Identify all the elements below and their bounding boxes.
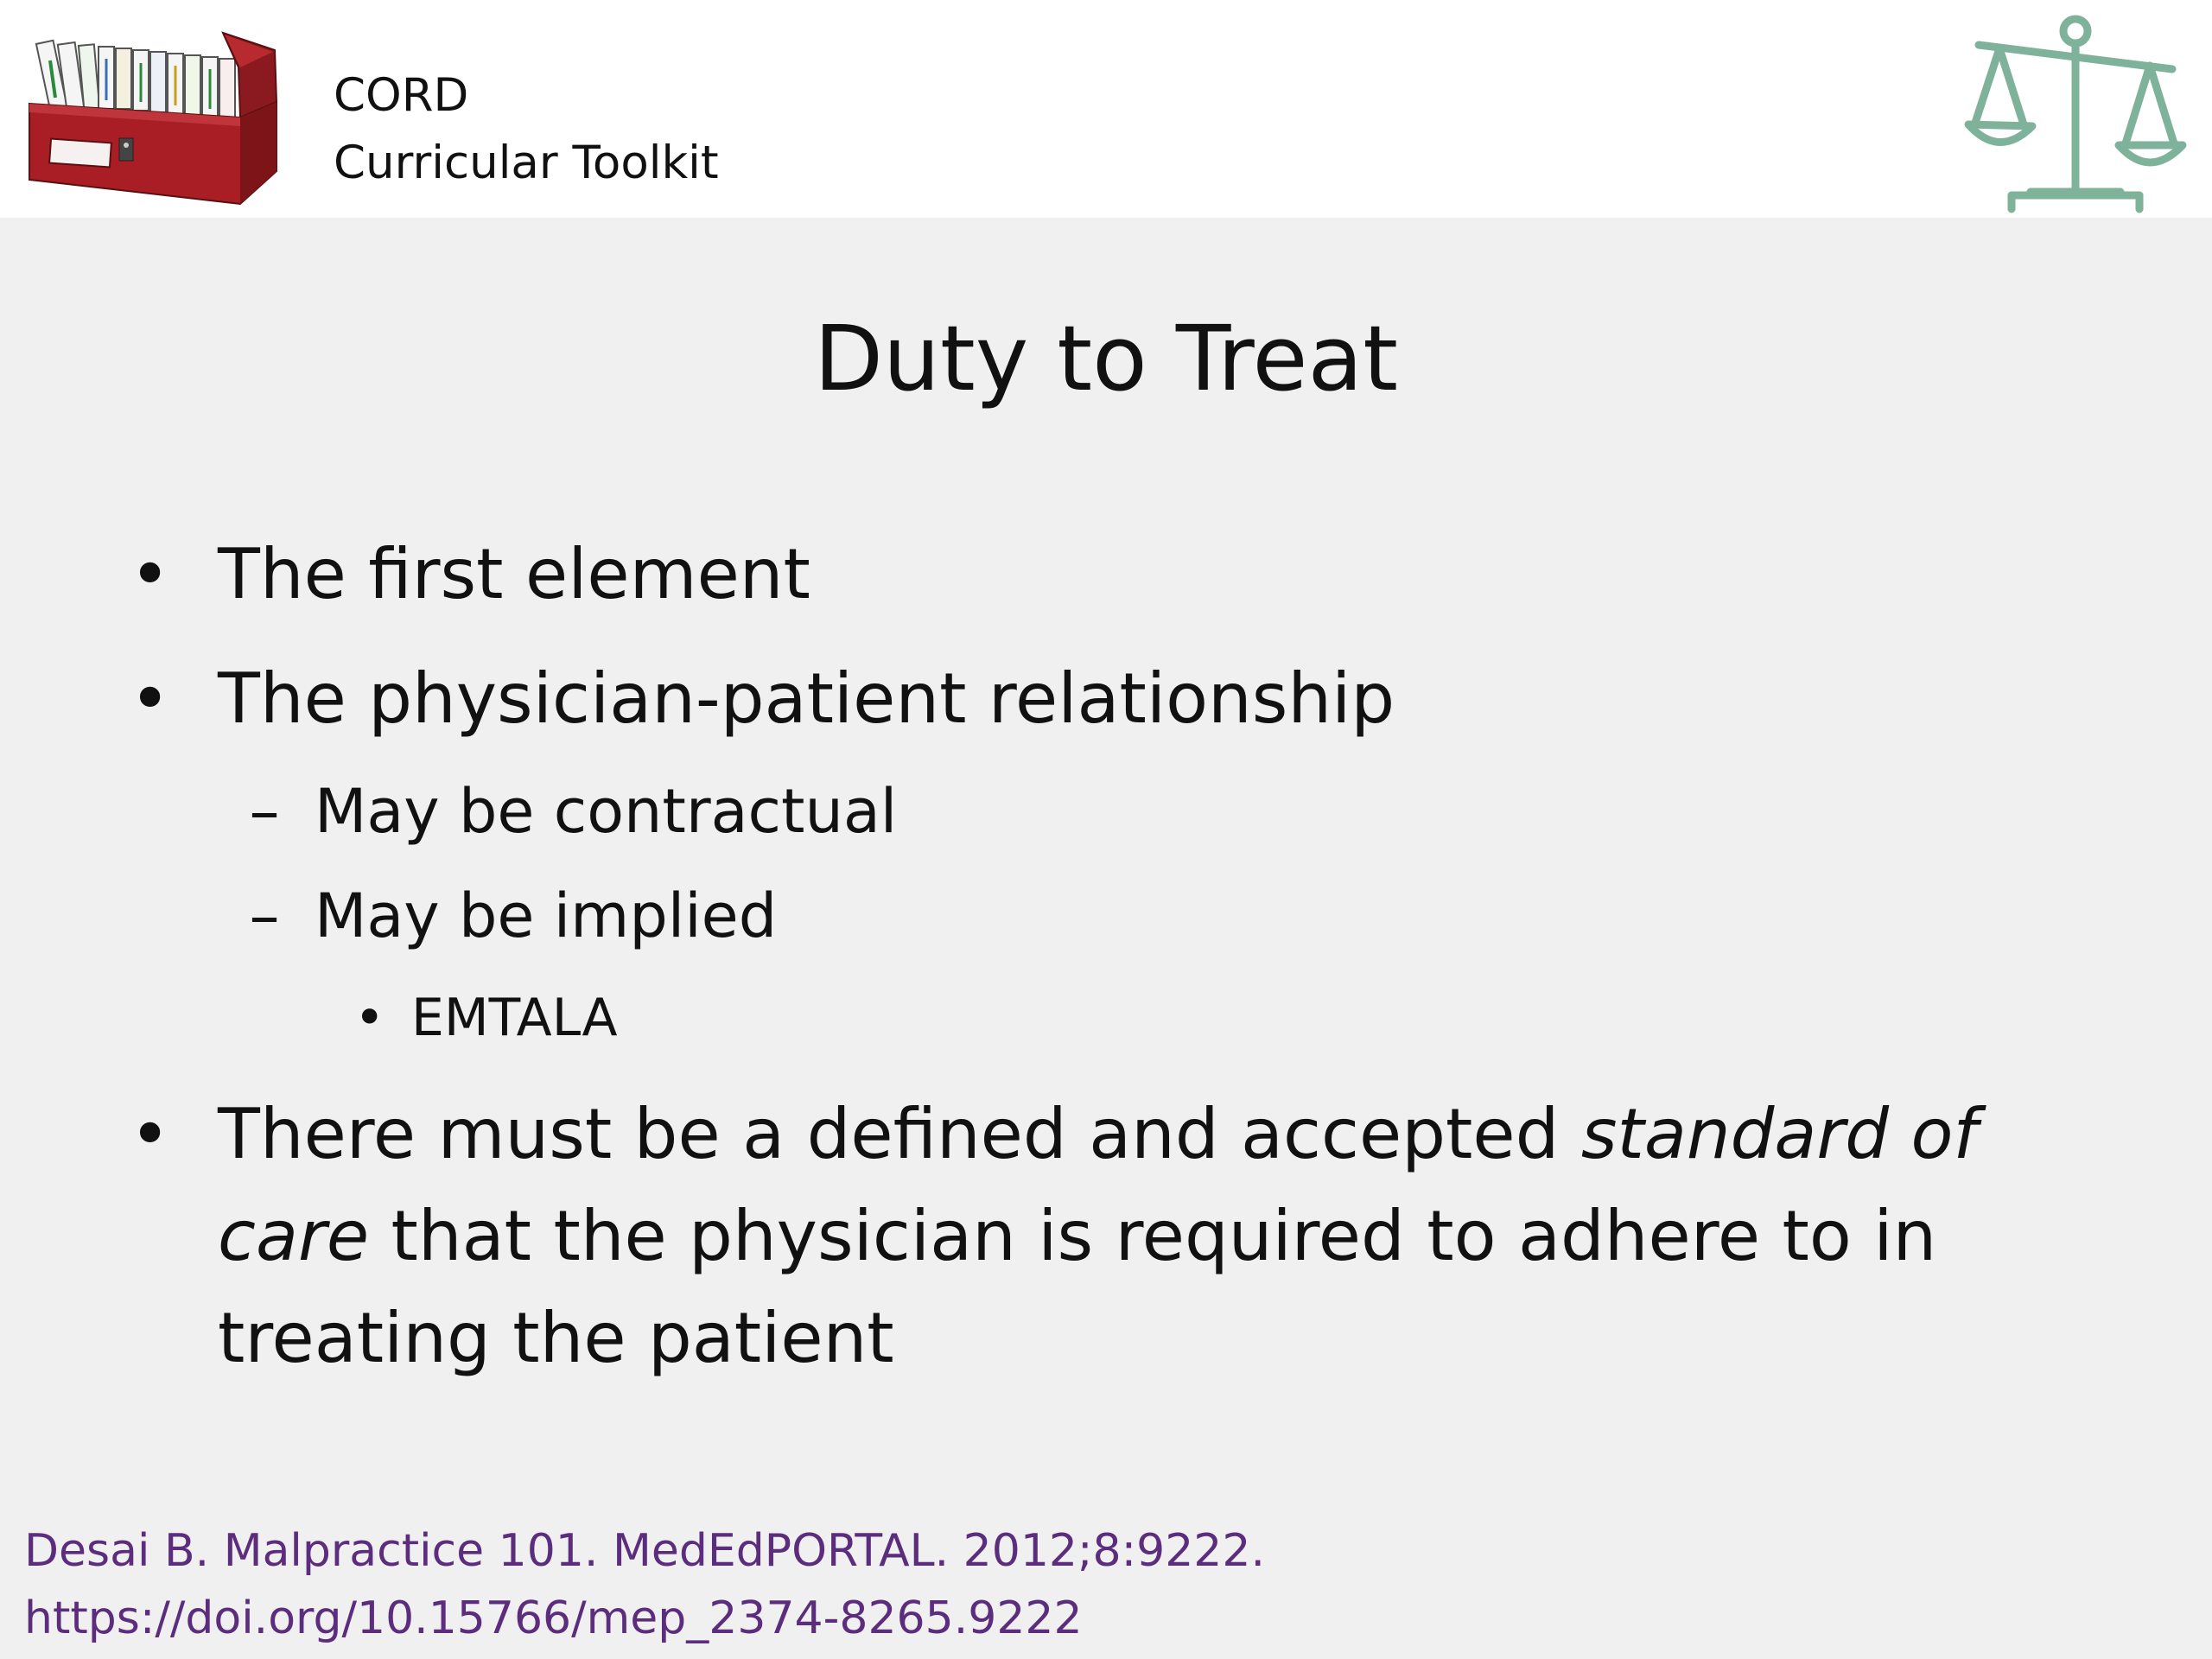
slide-title: Duty to Treat (813, 306, 1399, 411)
bullet-text-part: There must be a defined and accepted (218, 1094, 1581, 1174)
bullet-text-part: that the physician is required to adhere to in treating the patient (218, 1196, 1937, 1378)
sub-bullet-text: May be contractual (315, 776, 898, 847)
toolbox-icon (24, 16, 283, 214)
brand-text (334, 62, 719, 197)
bullet-marker: • (354, 988, 385, 1048)
bullet-marker: • (130, 534, 171, 614)
bullet-text: The first element (218, 534, 810, 614)
bullet-text (218, 1084, 2065, 1389)
dash-marker: – (249, 880, 280, 951)
brand-line-cord: CORD (334, 69, 469, 122)
citation-doi-link[interactable]: https://doi.org/10.15766/mep_2374-8265.9222 (24, 1592, 1083, 1644)
citation (24, 1517, 1265, 1652)
dash-marker: – (249, 776, 280, 847)
sub-sub-bullet-text: EMTALA (411, 988, 618, 1048)
bullet-marker: • (130, 1094, 171, 1174)
scales-of-justice-icon (1961, 12, 2190, 216)
bullet-item (130, 1084, 2065, 1389)
header-bar (0, 0, 2212, 218)
bullet-text: The physician-patient relationship (218, 658, 1395, 739)
brand-line-toolkit: Curricular Toolkit (334, 137, 719, 189)
sub-bullet-text: May be implied (315, 880, 778, 951)
bullet-marker: • (130, 658, 171, 739)
standard-of-care-emphasis: standard of care (218, 1094, 1978, 1276)
citation-reference: Desai B. Malpractice 101. MedEdPORTAL. 2012;8:9222. (24, 1525, 1265, 1577)
